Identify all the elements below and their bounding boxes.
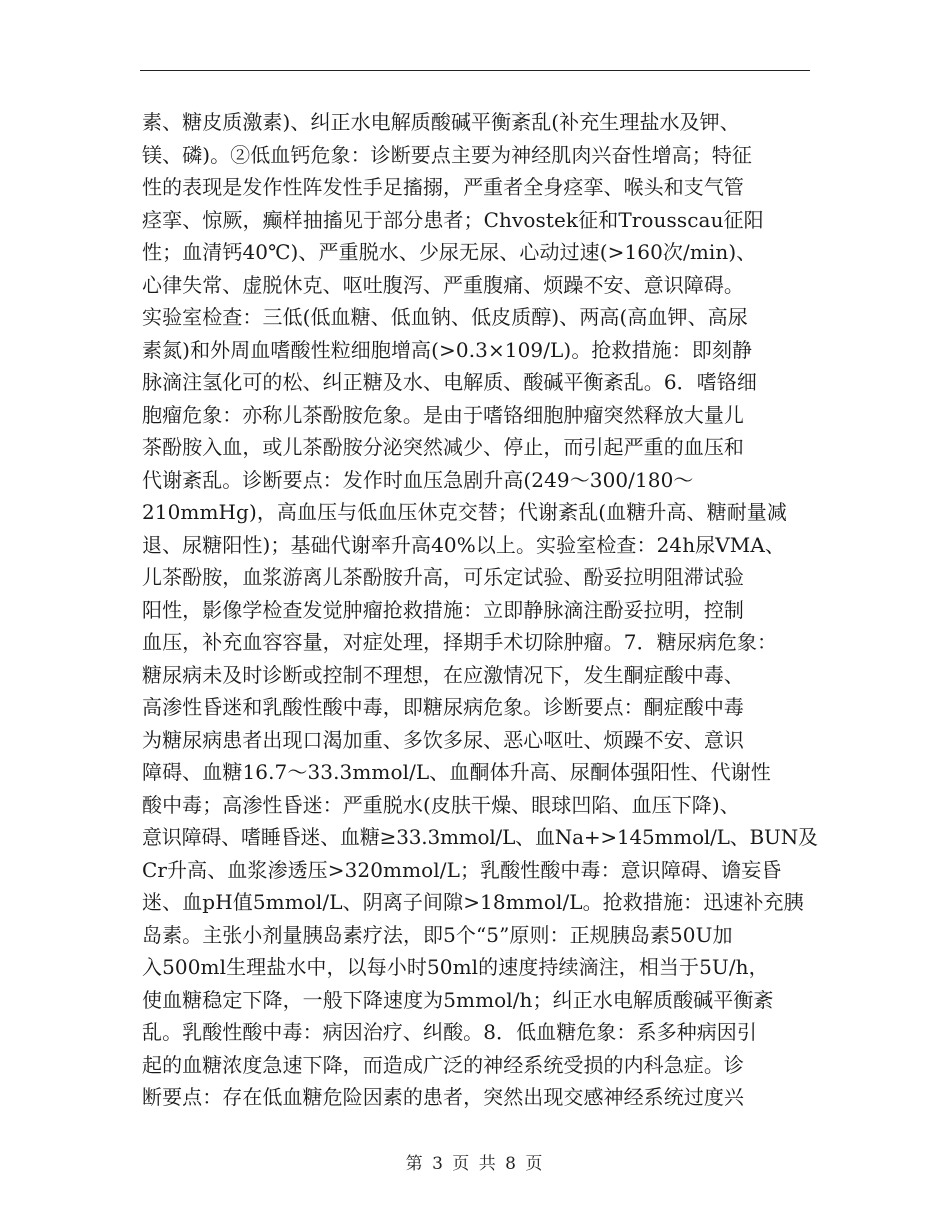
header-rule bbox=[140, 70, 810, 71]
text-line: 障碍、血糖16.7～33.3mmol/L、血酮体升高、尿酮体强阳性、代谢性 bbox=[142, 760, 771, 784]
text-line: 乱。乳酸性酸中毒：病因治疗、纠酸。8．低血糖危象：系多种病因引 bbox=[142, 1020, 757, 1044]
text-line: 茶酚胺入血，或儿茶酚胺分泌突然减少、停止，而引起严重的血压和 bbox=[142, 435, 744, 459]
text-line: 素、糖皮质激素)、纠正水电解质酸碱平衡紊乱(补充生理盐水及钾、 bbox=[142, 110, 740, 134]
text-line: 210mmHg)，高血压与低血压休克交替；代谢紊乱(血糖升高、糖耐量减 bbox=[142, 500, 787, 524]
text-line: 迷、血pH值5mmol/L、阴离子间隙>18mmol/L。抢救措施：迅速补充胰 bbox=[142, 890, 804, 914]
text-line: 胞瘤危象：亦称儿茶酚胺危象。是由于嗜铬细胞肿瘤突然释放大量儿 bbox=[142, 402, 744, 427]
text-line: 性；血清钙40℃)、严重脱水、少尿无尿、心动过速(>160次/min)、 bbox=[142, 240, 757, 264]
text-line: 使血糖稳定下降，一般下降速度为5mmol/h；纠正水电解质酸碱平衡紊 bbox=[142, 987, 774, 1012]
text-line: 阳性，影像学检查发觉肿瘤抢救措施：立即静脉滴注酚妥拉明，控制 bbox=[142, 597, 744, 622]
text-line: 糖尿病未及时诊断或控制不理想，在应激情况下，发生酮症酸中毒、 bbox=[142, 662, 744, 687]
text-line: 血压，补充血容容量，对症处理，择期手术切除肿瘤。7．糖尿病危象： bbox=[142, 630, 778, 654]
text-line: 高渗性昏迷和乳酸性酸中毒，即糖尿病危象。诊断要点：酮症酸中毒 bbox=[142, 695, 744, 719]
text-line: Cr升高、血浆渗透压>320mmol/L；乳酸性酸中毒：意识障碍、谵妄昏 bbox=[142, 857, 782, 882]
text-line: 意识障碍、嗜睡昏迷、血糖≥33.3mmol/L、血Na+>145mmol/L、BUN及 bbox=[142, 825, 818, 849]
text-line: 镁、磷)。②低血钙危象：诊断要点主要为神经肌肉兴奋性增高；特征 bbox=[142, 142, 753, 167]
text-line: 退、尿糖阳性)；基础代谢率升高40%以上。实验室检查：24h尿VMA、 bbox=[142, 532, 785, 557]
text-line: 为糖尿病患者出现口渴加重、多饮多尿、恶心呕吐、烦躁不安、意识 bbox=[142, 727, 744, 752]
text-line: 代谢紊乱。诊断要点：发作时血压急剧升高(249～300/180～ bbox=[142, 467, 694, 492]
text-line: 入500ml生理盐水中，以每小时50ml的速度持续滴注，相当于5U/h， bbox=[142, 955, 769, 979]
text-line: 断要点：存在低血糖危险因素的患者，突然出现交感神经系统过度兴 bbox=[142, 1085, 744, 1109]
text-line: 脉滴注氢化可的松、纠正糖及水、电解质、酸碱平衡紊乱。6．嗜铬细 bbox=[142, 370, 757, 394]
text-line: 酸中毒；高渗性昏迷：严重脱水(皮肤干燥、眼球凹陷、血压下降)、 bbox=[142, 792, 740, 817]
text-line: 起的血糖浓度急速下降，而造成广泛的神经系统受损的内科急症。诊 bbox=[142, 1052, 744, 1077]
text-line: 痉挛、惊厥，癫样抽搐见于部分患者；Chvostek征和Trousscau征阳 bbox=[142, 207, 764, 232]
text-line: 实验室检查：三低(低血糖、低血钠、低皮质醇)、两高(高血钾、高尿 bbox=[142, 305, 748, 329]
text-line: 岛素。主张小剂量胰岛素疗法，即5个“5”原则：正规胰岛素50U加 bbox=[142, 922, 733, 947]
page-footer: 第 3 页 共 8 页 bbox=[405, 1154, 545, 1174]
text-line: 儿茶酚胺，血浆游离儿茶酚胺升高，可乐定试验、酚妥拉明阻滞试验 bbox=[142, 565, 744, 589]
body-text bbox=[142, 106, 822, 1114]
text-line: 素氮)和外周血嗜酸性粒细胞增高(>0.3×109/L)。抢救措施：即刻静 bbox=[142, 337, 753, 362]
text-line: 性的表现是发作性阵发性手足搐搦，严重者全身痉挛、喉头和支气管 bbox=[142, 175, 744, 199]
text-line: 心律失常、虚脱休克、呕吐腹泻、严重腹痛、烦躁不安、意识障碍。 bbox=[142, 272, 744, 297]
